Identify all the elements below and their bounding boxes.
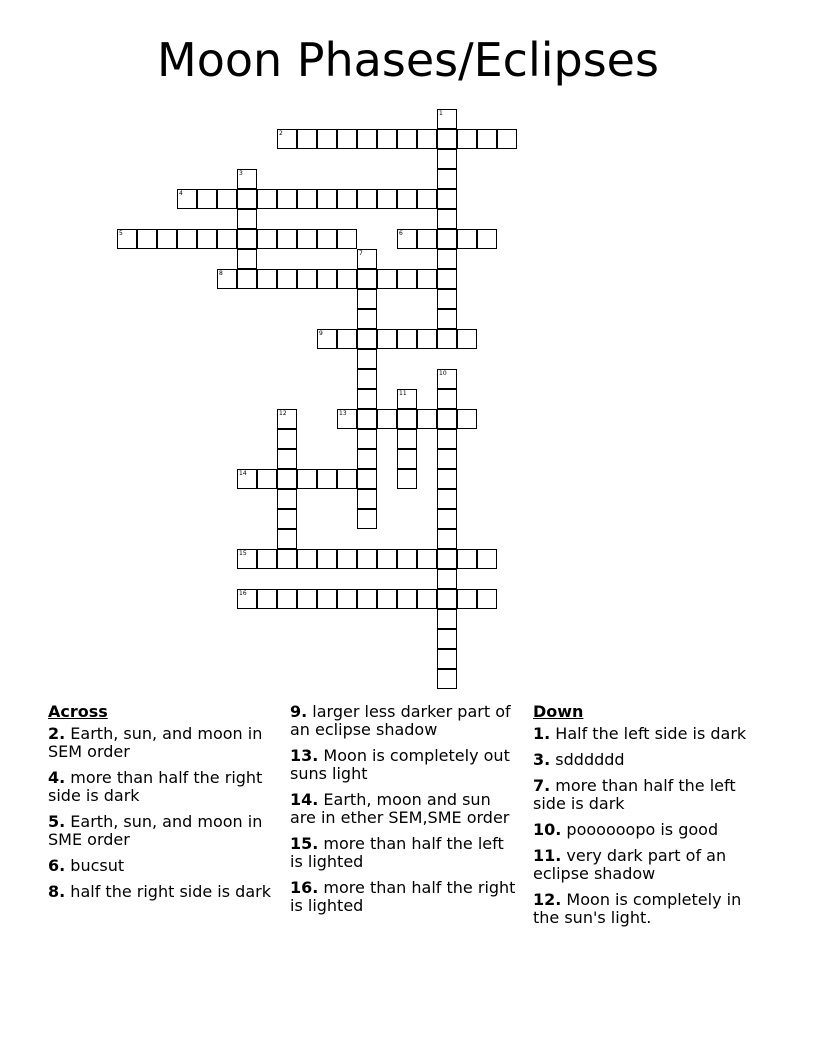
grid-cell[interactable]	[437, 309, 457, 329]
grid-cell[interactable]	[317, 469, 337, 489]
grid-cell[interactable]	[277, 229, 297, 249]
grid-cell[interactable]	[397, 449, 417, 469]
grid-cell[interactable]	[357, 409, 377, 429]
across-clue	[48, 725, 276, 761]
grid-cell[interactable]	[417, 269, 437, 289]
clue-number: 4	[48, 768, 60, 787]
grid-cell[interactable]	[257, 589, 277, 609]
clue-text: more than half the right side is dark	[48, 768, 263, 805]
clue-number: 3	[533, 750, 545, 769]
grid-cell[interactable]	[437, 229, 457, 249]
grid-cell[interactable]	[397, 429, 417, 449]
clue-text: sdddddd	[550, 750, 625, 769]
grid-cell[interactable]	[277, 129, 297, 149]
grid-cell[interactable]	[377, 329, 397, 349]
grid-cell[interactable]	[417, 589, 437, 609]
grid-cell[interactable]	[377, 409, 397, 429]
grid-cell[interactable]	[137, 229, 157, 249]
grid-cell[interactable]	[417, 229, 437, 249]
grid-cell[interactable]	[437, 449, 457, 469]
grid-cell[interactable]	[397, 129, 417, 149]
grid-cell[interactable]	[297, 269, 317, 289]
grid-cell[interactable]	[277, 549, 297, 569]
grid-cell[interactable]	[377, 269, 397, 289]
clue-text: Half the left side is dark	[550, 724, 747, 743]
grid-cell[interactable]	[257, 229, 277, 249]
down-clue	[533, 777, 761, 813]
grid-cell[interactable]	[357, 489, 377, 509]
clue-text: more than half the left side is dark	[533, 776, 736, 813]
grid-cell[interactable]	[397, 329, 417, 349]
grid-cell[interactable]	[357, 309, 377, 329]
across-clue	[290, 791, 518, 827]
clue-number: 7	[359, 250, 363, 257]
grid-cell[interactable]	[437, 489, 457, 509]
grid-cell[interactable]	[437, 389, 457, 409]
grid-cell[interactable]	[437, 129, 457, 149]
clue-text: more than half the right is lighted	[290, 878, 516, 915]
grid-cell[interactable]	[317, 589, 337, 609]
grid-cell[interactable]	[437, 329, 457, 349]
grid-cell[interactable]	[297, 129, 317, 149]
clue-number-period: .	[312, 746, 319, 765]
clue-number-period: .	[312, 878, 319, 897]
clue-number: 16	[239, 590, 247, 597]
grid-cell[interactable]	[437, 189, 457, 209]
clue-number-period: .	[301, 702, 308, 721]
grid-cell[interactable]	[217, 269, 237, 289]
clue-number-period: .	[59, 724, 66, 743]
clues-column-1	[48, 703, 276, 909]
grid-cell[interactable]	[437, 409, 457, 429]
clue-text: Moon is completely in the sun's light.	[533, 890, 742, 927]
clue-number-period: .	[555, 820, 562, 839]
grid-cell[interactable]	[337, 469, 357, 489]
clue-number: 14	[239, 470, 247, 477]
grid-cell[interactable]	[237, 549, 257, 569]
grid-cell[interactable]	[397, 469, 417, 489]
across-heading: Across	[48, 702, 108, 721]
grid-cell[interactable]	[437, 549, 457, 569]
grid-cell[interactable]	[437, 609, 457, 629]
grid-cell[interactable]	[357, 509, 377, 529]
grid-cell[interactable]	[277, 469, 297, 489]
grid-cell[interactable]	[457, 549, 477, 569]
grid-cell[interactable]	[357, 389, 377, 409]
clue-text: Moon is completely out suns light	[290, 746, 510, 783]
grid-cell[interactable]	[237, 269, 257, 289]
grid-cell[interactable]	[397, 389, 417, 409]
across-clue	[48, 883, 276, 901]
grid-cell[interactable]	[397, 549, 417, 569]
grid-cell[interactable]	[317, 229, 337, 249]
grid-cell[interactable]	[257, 549, 277, 569]
down-clue	[533, 751, 761, 769]
down-clue	[533, 891, 761, 927]
clue-number: 5	[48, 812, 60, 831]
grid-cell[interactable]	[337, 189, 357, 209]
grid-cell[interactable]	[417, 329, 437, 349]
grid-cell[interactable]	[357, 129, 377, 149]
grid-cell[interactable]	[417, 549, 437, 569]
grid-cell[interactable]	[257, 469, 277, 489]
clue-number: 13	[339, 410, 347, 417]
clue-number: 15	[290, 834, 313, 853]
grid-cell[interactable]	[357, 369, 377, 389]
grid-cell[interactable]	[337, 229, 357, 249]
grid-cell[interactable]	[437, 169, 457, 189]
grid-cell[interactable]	[417, 409, 437, 429]
grid-cell[interactable]	[277, 449, 297, 469]
clue-number-period: .	[544, 776, 551, 795]
grid-cell[interactable]	[337, 129, 357, 149]
grid-cell[interactable]	[437, 569, 457, 589]
grid-cell[interactable]	[357, 329, 377, 349]
grid-cell[interactable]	[437, 109, 457, 129]
clue-number-period: .	[544, 724, 551, 743]
grid-cell[interactable]	[357, 249, 377, 269]
grid-cell[interactable]	[297, 549, 317, 569]
grid-cell[interactable]	[377, 549, 397, 569]
grid-cell[interactable]	[237, 229, 257, 249]
grid-cell[interactable]	[397, 189, 417, 209]
grid-cell[interactable]	[197, 189, 217, 209]
grid-cell[interactable]	[277, 189, 297, 209]
clue-number-period: .	[59, 812, 66, 831]
grid-cell[interactable]	[457, 409, 477, 429]
grid-cell[interactable]	[417, 189, 437, 209]
clue-number-period: .	[555, 846, 562, 865]
grid-cell[interactable]	[277, 409, 297, 429]
clue-text: bucsut	[65, 856, 125, 875]
grid-cell[interactable]	[277, 529, 297, 549]
grid-cell[interactable]	[257, 189, 277, 209]
grid-cell[interactable]	[217, 189, 237, 209]
grid-cell[interactable]	[317, 129, 337, 149]
grid-cell[interactable]	[357, 469, 377, 489]
grid-cell[interactable]	[377, 589, 397, 609]
across-clue	[48, 857, 276, 875]
clue-number: 16	[290, 878, 313, 897]
clue-number: 9	[290, 702, 302, 721]
grid-cell[interactable]	[417, 129, 437, 149]
grid-cell[interactable]	[437, 249, 457, 269]
grid-cell[interactable]	[457, 329, 477, 349]
clue-number-period: .	[59, 768, 66, 787]
clue-number: 7	[533, 776, 545, 795]
clue-number-period: .	[59, 882, 66, 901]
grid-cell[interactable]	[497, 129, 517, 149]
across-clue	[290, 835, 518, 871]
grid-cell[interactable]	[397, 589, 417, 609]
clue-number: 11	[533, 846, 556, 865]
clue-number: 8	[48, 882, 60, 901]
grid-cell[interactable]	[457, 129, 477, 149]
grid-cell[interactable]	[317, 549, 337, 569]
grid-cell[interactable]	[337, 589, 357, 609]
clue-number: 13	[290, 746, 313, 765]
grid-cell[interactable]	[177, 189, 197, 209]
grid-cell[interactable]	[237, 209, 257, 229]
clue-text: half the right side is dark	[65, 882, 271, 901]
grid-cell[interactable]	[297, 229, 317, 249]
grid-cell[interactable]	[237, 169, 257, 189]
grid-cell[interactable]	[437, 589, 457, 609]
grid-cell[interactable]	[297, 469, 317, 489]
grid-cell[interactable]	[277, 489, 297, 509]
clue-number: 5	[119, 230, 123, 237]
grid-cell[interactable]	[157, 229, 177, 249]
clue-number: 6	[48, 856, 60, 875]
across-clue	[48, 813, 276, 849]
down-clue	[533, 725, 761, 743]
page-title: Moon Phases/Eclipses	[157, 33, 659, 87]
grid-cell[interactable]	[337, 409, 357, 429]
grid-cell[interactable]	[357, 549, 377, 569]
grid-cell[interactable]	[477, 129, 497, 149]
grid-cell[interactable]	[437, 469, 457, 489]
grid-cell[interactable]	[357, 269, 377, 289]
grid-cell[interactable]	[437, 269, 457, 289]
clue-number-period: .	[59, 856, 66, 875]
clue-number: 6	[399, 230, 403, 237]
clue-number: 2	[48, 724, 60, 743]
grid-cell[interactable]	[357, 449, 377, 469]
grid-cell[interactable]	[477, 549, 497, 569]
grid-cell[interactable]	[337, 269, 357, 289]
clue-number: 3	[239, 170, 243, 177]
across-clue	[48, 769, 276, 805]
grid-cell[interactable]	[437, 429, 457, 449]
grid-cell[interactable]	[357, 349, 377, 369]
grid-cell[interactable]	[377, 189, 397, 209]
grid-cell[interactable]	[277, 269, 297, 289]
grid-cell[interactable]	[437, 669, 457, 689]
clue-text: Earth, sun, and moon in SME order	[48, 812, 263, 849]
clues-column-2	[290, 703, 518, 923]
clue-number: 1	[439, 110, 443, 117]
grid-cell[interactable]	[197, 229, 217, 249]
grid-cell[interactable]	[317, 189, 337, 209]
grid-cell[interactable]	[377, 129, 397, 149]
grid-cell[interactable]	[397, 269, 417, 289]
grid-cell[interactable]	[437, 629, 457, 649]
across-clue	[290, 879, 518, 915]
grid-cell[interactable]	[277, 589, 297, 609]
clue-number-period: .	[555, 890, 562, 909]
down-clue	[533, 847, 761, 883]
clue-number: 8	[219, 270, 223, 277]
grid-cell[interactable]	[237, 249, 257, 269]
grid-cell[interactable]	[477, 229, 497, 249]
grid-cell[interactable]	[277, 429, 297, 449]
grid-cell[interactable]	[297, 189, 317, 209]
clue-number: 10	[533, 820, 556, 839]
clue-text: Earth, moon and sun are in ether SEM,SME order	[290, 790, 510, 827]
grid-cell[interactable]	[257, 269, 277, 289]
clue-number: 12	[533, 890, 556, 909]
grid-cell[interactable]	[477, 589, 497, 609]
clue-number: 9	[319, 330, 323, 337]
clue-text: larger less darker part of an eclipse shadow	[290, 702, 511, 739]
down-heading: Down	[533, 702, 584, 721]
grid-cell[interactable]	[317, 269, 337, 289]
grid-cell[interactable]	[297, 589, 317, 609]
clue-number-period: .	[544, 750, 551, 769]
grid-cell[interactable]	[117, 229, 137, 249]
grid-cell[interactable]	[357, 289, 377, 309]
grid-cell[interactable]	[237, 469, 257, 489]
grid-cell[interactable]	[437, 509, 457, 529]
grid-cell[interactable]	[437, 149, 457, 169]
clue-number: 1	[533, 724, 545, 743]
clue-number: 12	[279, 410, 287, 417]
grid-cell[interactable]	[237, 189, 257, 209]
clues-column-3	[533, 703, 761, 935]
grid-cell[interactable]	[237, 589, 257, 609]
grid-cell[interactable]	[357, 189, 377, 209]
grid-cell[interactable]	[397, 229, 417, 249]
clue-number: 2	[279, 130, 283, 137]
grid-cell[interactable]	[457, 229, 477, 249]
grid-cell[interactable]	[437, 289, 457, 309]
grid-cell[interactable]	[457, 589, 477, 609]
clue-text: Earth, sun, and moon in SEM order	[48, 724, 263, 761]
clue-text: more than half the left is lighted	[290, 834, 504, 871]
grid-cell[interactable]	[177, 229, 197, 249]
clue-number: 4	[179, 190, 183, 197]
clue-number: 11	[399, 390, 407, 397]
grid-cell[interactable]	[217, 229, 237, 249]
grid-cell[interactable]	[397, 409, 417, 429]
clue-number-period: .	[312, 790, 319, 809]
grid-cell[interactable]	[357, 589, 377, 609]
grid-cell[interactable]	[437, 529, 457, 549]
grid-cell[interactable]	[317, 329, 337, 349]
clue-number: 14	[290, 790, 313, 809]
grid-cell[interactable]	[277, 509, 297, 529]
grid-cell[interactable]	[337, 329, 357, 349]
grid-cell[interactable]	[337, 549, 357, 569]
grid-cell[interactable]	[437, 369, 457, 389]
grid-cell[interactable]	[437, 649, 457, 669]
across-clue	[290, 703, 518, 739]
clue-number-period: .	[312, 834, 319, 853]
clue-number: 10	[439, 370, 447, 377]
across-clue	[290, 747, 518, 783]
down-clue	[533, 821, 761, 839]
clue-text: poooooopo is good	[561, 820, 719, 839]
grid-cell[interactable]	[357, 429, 377, 449]
grid-cell[interactable]	[437, 209, 457, 229]
clue-text: very dark part of an eclipse shadow	[533, 846, 727, 883]
clue-number: 15	[239, 550, 247, 557]
